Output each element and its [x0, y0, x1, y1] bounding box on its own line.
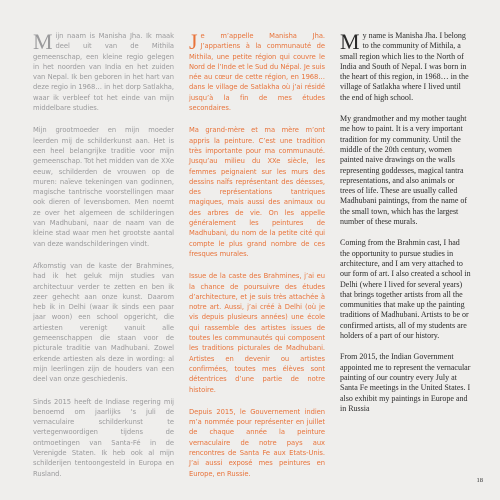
french-paragraph-1: Je m’appelle Manisha Jha. J’appartiens à la communauté de Mithila, une petite région qui couvre le Nord de l’Inde et le Sud du Népal. Je suis née au cœur de cette région, en 1968… dans le village de Satlakha où j’ai résidé jusqu’à la fin de mes études secondaires.	[189, 29, 325, 113]
english-dropcap: M	[340, 29, 360, 54]
english-paragraph-4: From 2015, the Indian Government appointed me to represent the vernacular painting of our country every July at Santa Fe meetings in the United States. I also exhibit my paintings in Europe and in Russia	[340, 352, 471, 413]
dutch-paragraph-3: Afkomstig van de kaste der Brahmines, had ik het geluk mijn studies van architectuur verder te zetten en ben ik zeer gehecht aan onze kunst. Daarom heb ik in Delhi (waar ik sinds een paar jaar woon) een school opgericht, die artiesten verenigt vanuit alle gemeenschappen die staan voor de picturale traditie van Madhubani. Zowel erkende artiesten als deze in wording: al mijn leerlingen zijn de houders van een deel van onze geschiedenis.	[33, 261, 174, 384]
dutch-paragraph-4: Sinds 2015 heeft de Indiase regering mij benoemd om jaarlijks ‘s juli de vernaculaire schilderkunst te vertegenwoordigen tijdens de ontmoetingen van Santa-Fé in de Verenigde Staten. Ik heb ook al mijn schilderijen tentoongesteld in Europa en Rusland.	[33, 397, 174, 478]
english-paragraph-3: Coming from the Brahmin cast, I had the opportunity to pursue studies in architecture, and I am very attached to our form of art. I also created a school in Delhi (where I lived for several years) that brings together artists from all the communities that make up the painting traditions of Madhubani. Artists to be or confirmed artists, all of my students are holders of a part of our history.	[340, 238, 471, 341]
english-paragraph-2: My grandmother and my mother taught me how to paint. It is a very important tradition for my community. Until the middle of the 20th century, women painted naive drawings on the walls representing goddesses, magical tantra representations, and also animals or trees of life. These are usually called Madhubani paintings, from the name of the small town, which has the largest number of these murals.	[340, 114, 468, 227]
french-paragraph-4: Depuis 2015, le Gouvernement indien m’a nommée pour représenter en juillet de chaque année la peinture vernaculaire de notre pays aux rencontres de Santa Fe aux Etats-Unis. J’ai aussi exposé mes peintures en Europe, en Russie.	[189, 407, 325, 478]
dutch-column	[33, 31, 174, 491]
french-paragraph-2: Ma grand-mère et ma mère m’ont appris la peinture. C’est une tradition très importante pour ma communauté. Jusqu’au milieu du XXe siècle, les femmes peignaient sur les murs des dessins naïfs représentant des déesses, des représentations tantriques magiques, mais aussi des animaux ou des arbres de vie. On les appelle généralement les peintures de Madhubani, du nom de la petite cité qui compte le plus grand nombre de ces fresques murales.	[189, 126, 325, 258]
french-dropcap: J	[189, 29, 198, 54]
english-paragraph-1: My name is Manisha Jha. I belong to the community of Mithila, a small region which lies to the North of India and South of Nepal. I was born in the heart of this region, in 1968… in the village of Satlakha where I lived until the end of high school.	[340, 29, 469, 102]
page-number: 18	[476, 477, 483, 484]
dutch-paragraph-2: Mijn grootmoeder en mijn moeder leerden mij de schilderkunst aan. Het is een heel belangrijke traditie voor mijn gemeenschap. Tot het midden van de XXe eeuw, schilderden de vrouwen op de muren: naïeve tekeningen van godinnen, magische tantrische voorstellingen maar ook dieren of levensbomen. Men noemt ze over het algemeen de schilderingen van Madhubani, naar de naam van de kleine stad waar men het grootste aantal van deze wandschilderingen vindt.	[33, 126, 174, 248]
french-column	[189, 31, 325, 491]
dutch-dropcap: M	[33, 29, 53, 54]
french-paragraph-3: Issue de la caste des Brahmines, j’ai eu la chance de poursuivre des études d’architecture, et je suis très attachée à notre art. Aussi, j’ai créé à Delhi (où je vis depuis plusieurs années) une école qui rassemble des artistes issues de toutes les communautés qui composent les traditions picturales de Madhubani. Artistes en devenir ou artistes confirmées, toutes mes élèves sont détentrices d’une partie de notre histoire.	[189, 272, 325, 394]
dutch-paragraph-1: Mijn naam is Manisha Jha. Ik maak deel uit van de Mithila gemeenschap, een kleine regio gelegen in het noorden van India en het zuiden van Nepal. Ik ben geboren in het hart van deze regio in 1968… in het dorp Satlakha, waar ik verbleef tot het einde van mijn middelbare studies.	[33, 29, 174, 113]
english-column	[340, 31, 471, 425]
